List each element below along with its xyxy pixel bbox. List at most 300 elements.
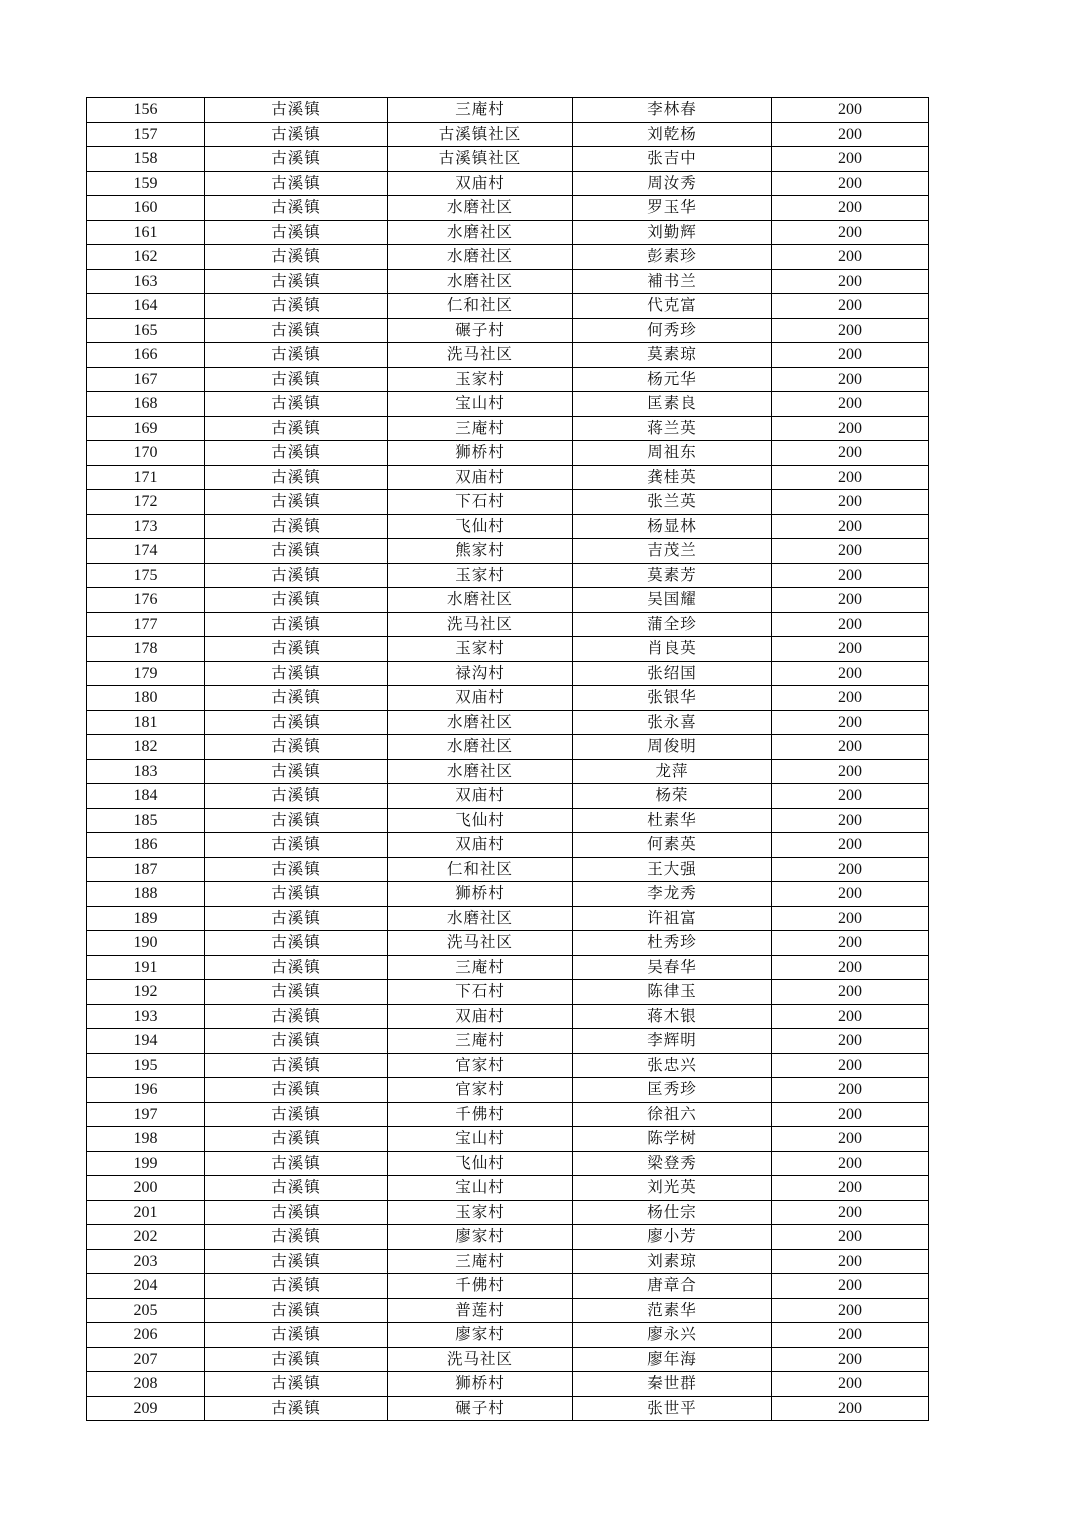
recipient-name-cell: 周俊明 bbox=[573, 735, 772, 760]
town-cell: 古溪镇 bbox=[205, 392, 388, 417]
town-cell: 古溪镇 bbox=[205, 1053, 388, 1078]
town-cell: 古溪镇 bbox=[205, 735, 388, 760]
town-cell: 古溪镇 bbox=[205, 1102, 388, 1127]
amount-cell: 200 bbox=[772, 1004, 929, 1029]
row-number-cell: 161 bbox=[87, 220, 205, 245]
town-cell: 古溪镇 bbox=[205, 441, 388, 466]
recipient-name-cell: 刘光英 bbox=[573, 1176, 772, 1201]
table-row bbox=[87, 710, 929, 735]
town-cell: 古溪镇 bbox=[205, 416, 388, 441]
town-cell: 古溪镇 bbox=[205, 857, 388, 882]
table-row bbox=[87, 1396, 929, 1421]
village-cell: 狮桥村 bbox=[388, 1372, 573, 1397]
row-number-cell: 176 bbox=[87, 588, 205, 613]
amount-cell: 200 bbox=[772, 1078, 929, 1103]
row-number-cell: 209 bbox=[87, 1396, 205, 1421]
town-cell: 古溪镇 bbox=[205, 808, 388, 833]
village-cell: 双庙村 bbox=[388, 686, 573, 711]
recipient-name-cell: 吴国耀 bbox=[573, 588, 772, 613]
recipient-name-cell: 杜秀珍 bbox=[573, 931, 772, 956]
recipient-name-cell: 杨元华 bbox=[573, 367, 772, 392]
recipient-name-cell: 廖年海 bbox=[573, 1347, 772, 1372]
village-cell: 双庙村 bbox=[388, 171, 573, 196]
row-number-cell: 159 bbox=[87, 171, 205, 196]
village-cell: 碾子村 bbox=[388, 318, 573, 343]
town-cell: 古溪镇 bbox=[205, 833, 388, 858]
row-number-cell: 191 bbox=[87, 955, 205, 980]
town-cell: 古溪镇 bbox=[205, 980, 388, 1005]
row-number-cell: 199 bbox=[87, 1151, 205, 1176]
row-number-cell: 167 bbox=[87, 367, 205, 392]
row-number-cell: 197 bbox=[87, 1102, 205, 1127]
recipient-name-cell: 廖永兴 bbox=[573, 1323, 772, 1348]
table-row bbox=[87, 1127, 929, 1152]
amount-cell: 200 bbox=[772, 441, 929, 466]
recipient-name-cell: 彭素珍 bbox=[573, 245, 772, 270]
town-cell: 古溪镇 bbox=[205, 1127, 388, 1152]
recipient-name-cell: 廖小芳 bbox=[573, 1225, 772, 1250]
recipient-name-cell: 张世平 bbox=[573, 1396, 772, 1421]
town-cell: 古溪镇 bbox=[205, 1004, 388, 1029]
recipient-name-cell: 周祖东 bbox=[573, 441, 772, 466]
town-cell: 古溪镇 bbox=[205, 147, 388, 172]
recipient-name-cell: 唐章合 bbox=[573, 1274, 772, 1299]
amount-cell: 200 bbox=[772, 808, 929, 833]
table-row bbox=[87, 245, 929, 270]
row-number-cell: 183 bbox=[87, 759, 205, 784]
recipient-name-cell: 龚桂英 bbox=[573, 465, 772, 490]
town-cell: 古溪镇 bbox=[205, 245, 388, 270]
row-number-cell: 162 bbox=[87, 245, 205, 270]
village-cell: 古溪镇社区 bbox=[388, 147, 573, 172]
row-number-cell: 188 bbox=[87, 882, 205, 907]
recipient-name-cell: 杜素华 bbox=[573, 808, 772, 833]
town-cell: 古溪镇 bbox=[205, 1249, 388, 1274]
row-number-cell: 192 bbox=[87, 980, 205, 1005]
table-row bbox=[87, 171, 929, 196]
amount-cell: 200 bbox=[772, 1274, 929, 1299]
recipient-name-cell: 匡秀珍 bbox=[573, 1078, 772, 1103]
amount-cell: 200 bbox=[772, 710, 929, 735]
table-row bbox=[87, 955, 929, 980]
village-cell: 水磨社区 bbox=[388, 220, 573, 245]
recipient-name-cell: 陈律玉 bbox=[573, 980, 772, 1005]
town-cell: 古溪镇 bbox=[205, 98, 388, 123]
table-row bbox=[87, 392, 929, 417]
amount-cell: 200 bbox=[772, 196, 929, 221]
amount-cell: 200 bbox=[772, 318, 929, 343]
table-row bbox=[87, 882, 929, 907]
amount-cell: 200 bbox=[772, 367, 929, 392]
village-cell: 双庙村 bbox=[388, 833, 573, 858]
row-number-cell: 196 bbox=[87, 1078, 205, 1103]
town-cell: 古溪镇 bbox=[205, 220, 388, 245]
table-row bbox=[87, 588, 929, 613]
row-number-cell: 179 bbox=[87, 661, 205, 686]
amount-cell: 200 bbox=[772, 392, 929, 417]
table-row bbox=[87, 1323, 929, 1348]
row-number-cell: 205 bbox=[87, 1298, 205, 1323]
recipient-name-cell: 刘素琼 bbox=[573, 1249, 772, 1274]
amount-cell: 200 bbox=[772, 245, 929, 270]
village-cell: 三庵村 bbox=[388, 1249, 573, 1274]
row-number-cell: 204 bbox=[87, 1274, 205, 1299]
table-row bbox=[87, 833, 929, 858]
table-row bbox=[87, 1029, 929, 1054]
village-cell: 水磨社区 bbox=[388, 196, 573, 221]
row-number-cell: 160 bbox=[87, 196, 205, 221]
recipient-name-cell: 何素英 bbox=[573, 833, 772, 858]
town-cell: 古溪镇 bbox=[205, 1029, 388, 1054]
amount-cell: 200 bbox=[772, 857, 929, 882]
town-cell: 古溪镇 bbox=[205, 588, 388, 613]
village-cell: 玉家村 bbox=[388, 367, 573, 392]
recipient-name-cell: 李辉明 bbox=[573, 1029, 772, 1054]
village-cell: 洗马社区 bbox=[388, 1347, 573, 1372]
amount-cell: 200 bbox=[772, 147, 929, 172]
village-cell: 普莲村 bbox=[388, 1298, 573, 1323]
table-row bbox=[87, 147, 929, 172]
table-body bbox=[87, 98, 929, 1421]
row-number-cell: 169 bbox=[87, 416, 205, 441]
table-row bbox=[87, 269, 929, 294]
row-number-cell: 195 bbox=[87, 1053, 205, 1078]
amount-cell: 200 bbox=[772, 661, 929, 686]
table-row bbox=[87, 1176, 929, 1201]
table-row bbox=[87, 1151, 929, 1176]
amount-cell: 200 bbox=[772, 1323, 929, 1348]
row-number-cell: 168 bbox=[87, 392, 205, 417]
recipient-name-cell: 蒲全珍 bbox=[573, 612, 772, 637]
table-row bbox=[87, 759, 929, 784]
table-row bbox=[87, 612, 929, 637]
amount-cell: 200 bbox=[772, 1298, 929, 1323]
table-row bbox=[87, 808, 929, 833]
amount-cell: 200 bbox=[772, 784, 929, 809]
village-cell: 飞仙村 bbox=[388, 808, 573, 833]
town-cell: 古溪镇 bbox=[205, 367, 388, 392]
table-row bbox=[87, 539, 929, 564]
amount-cell: 200 bbox=[772, 1396, 929, 1421]
recipient-name-cell: 杨显林 bbox=[573, 514, 772, 539]
village-cell: 三庵村 bbox=[388, 416, 573, 441]
amount-cell: 200 bbox=[772, 220, 929, 245]
amount-cell: 200 bbox=[772, 955, 929, 980]
village-cell: 千佛村 bbox=[388, 1102, 573, 1127]
row-number-cell: 171 bbox=[87, 465, 205, 490]
village-cell: 下石村 bbox=[388, 490, 573, 515]
recipient-name-cell: 王大强 bbox=[573, 857, 772, 882]
village-cell: 三庵村 bbox=[388, 955, 573, 980]
village-cell: 飞仙村 bbox=[388, 1151, 573, 1176]
town-cell: 古溪镇 bbox=[205, 931, 388, 956]
table-row bbox=[87, 686, 929, 711]
table-row bbox=[87, 931, 929, 956]
amount-cell: 200 bbox=[772, 563, 929, 588]
table-row bbox=[87, 637, 929, 662]
row-number-cell: 181 bbox=[87, 710, 205, 735]
amount-cell: 200 bbox=[772, 1372, 929, 1397]
table-row bbox=[87, 343, 929, 368]
town-cell: 古溪镇 bbox=[205, 563, 388, 588]
town-cell: 古溪镇 bbox=[205, 1078, 388, 1103]
row-number-cell: 170 bbox=[87, 441, 205, 466]
row-number-cell: 172 bbox=[87, 490, 205, 515]
table-row bbox=[87, 465, 929, 490]
row-number-cell: 202 bbox=[87, 1225, 205, 1250]
row-number-cell: 189 bbox=[87, 906, 205, 931]
row-number-cell: 194 bbox=[87, 1029, 205, 1054]
table-row bbox=[87, 122, 929, 147]
recipient-name-cell: 范素华 bbox=[573, 1298, 772, 1323]
village-cell: 廖家村 bbox=[388, 1225, 573, 1250]
town-cell: 古溪镇 bbox=[205, 759, 388, 784]
recipient-name-cell: 张兰英 bbox=[573, 490, 772, 515]
table-row bbox=[87, 1004, 929, 1029]
table-row bbox=[87, 294, 929, 319]
row-number-cell: 165 bbox=[87, 318, 205, 343]
recipient-name-cell: 张吉中 bbox=[573, 147, 772, 172]
row-number-cell: 175 bbox=[87, 563, 205, 588]
town-cell: 古溪镇 bbox=[205, 1372, 388, 1397]
recipient-name-cell: 匡素良 bbox=[573, 392, 772, 417]
town-cell: 古溪镇 bbox=[205, 514, 388, 539]
table-row bbox=[87, 980, 929, 1005]
village-cell: 水磨社区 bbox=[388, 710, 573, 735]
recipient-name-cell: 杨荣 bbox=[573, 784, 772, 809]
amount-cell: 200 bbox=[772, 686, 929, 711]
amount-cell: 200 bbox=[772, 465, 929, 490]
row-number-cell: 164 bbox=[87, 294, 205, 319]
row-number-cell: 184 bbox=[87, 784, 205, 809]
amount-cell: 200 bbox=[772, 1053, 929, 1078]
town-cell: 古溪镇 bbox=[205, 710, 388, 735]
row-number-cell: 193 bbox=[87, 1004, 205, 1029]
recipient-name-cell: 龙萍 bbox=[573, 759, 772, 784]
table-row bbox=[87, 1347, 929, 1372]
town-cell: 古溪镇 bbox=[205, 269, 388, 294]
row-number-cell: 163 bbox=[87, 269, 205, 294]
amount-cell: 200 bbox=[772, 269, 929, 294]
amount-cell: 200 bbox=[772, 906, 929, 931]
table-row bbox=[87, 98, 929, 123]
table-row bbox=[87, 367, 929, 392]
row-number-cell: 201 bbox=[87, 1200, 205, 1225]
row-number-cell: 200 bbox=[87, 1176, 205, 1201]
village-cell: 玉家村 bbox=[388, 1200, 573, 1225]
village-cell: 水磨社区 bbox=[388, 588, 573, 613]
recipient-name-cell: 梁登秀 bbox=[573, 1151, 772, 1176]
village-cell: 熊家村 bbox=[388, 539, 573, 564]
village-cell: 仁和社区 bbox=[388, 857, 573, 882]
town-cell: 古溪镇 bbox=[205, 294, 388, 319]
table-row bbox=[87, 661, 929, 686]
amount-cell: 200 bbox=[772, 122, 929, 147]
amount-cell: 200 bbox=[772, 1029, 929, 1054]
village-cell: 双庙村 bbox=[388, 784, 573, 809]
town-cell: 古溪镇 bbox=[205, 196, 388, 221]
village-cell: 飞仙村 bbox=[388, 514, 573, 539]
village-cell: 双庙村 bbox=[388, 1004, 573, 1029]
village-cell: 宝山村 bbox=[388, 1176, 573, 1201]
amount-cell: 200 bbox=[772, 1225, 929, 1250]
amount-cell: 200 bbox=[772, 1127, 929, 1152]
table-row bbox=[87, 514, 929, 539]
recipient-name-cell: 莫素琼 bbox=[573, 343, 772, 368]
row-number-cell: 198 bbox=[87, 1127, 205, 1152]
amount-cell: 200 bbox=[772, 612, 929, 637]
row-number-cell: 203 bbox=[87, 1249, 205, 1274]
village-cell: 宝山村 bbox=[388, 1127, 573, 1152]
recipient-name-cell: 代克富 bbox=[573, 294, 772, 319]
amount-cell: 200 bbox=[772, 1176, 929, 1201]
village-cell: 碾子村 bbox=[388, 1396, 573, 1421]
town-cell: 古溪镇 bbox=[205, 122, 388, 147]
amount-cell: 200 bbox=[772, 588, 929, 613]
amount-cell: 200 bbox=[772, 931, 929, 956]
amount-cell: 200 bbox=[772, 759, 929, 784]
table-row bbox=[87, 906, 929, 931]
table-row bbox=[87, 441, 929, 466]
town-cell: 古溪镇 bbox=[205, 784, 388, 809]
village-cell: 官家村 bbox=[388, 1078, 573, 1103]
amount-cell: 200 bbox=[772, 637, 929, 662]
village-cell: 三庵村 bbox=[388, 98, 573, 123]
table-row bbox=[87, 318, 929, 343]
row-number-cell: 173 bbox=[87, 514, 205, 539]
town-cell: 古溪镇 bbox=[205, 661, 388, 686]
amount-cell: 200 bbox=[772, 294, 929, 319]
town-cell: 古溪镇 bbox=[205, 539, 388, 564]
row-number-cell: 157 bbox=[87, 122, 205, 147]
row-number-cell: 186 bbox=[87, 833, 205, 858]
village-cell: 廖家村 bbox=[388, 1323, 573, 1348]
recipient-name-cell: 周汝秀 bbox=[573, 171, 772, 196]
village-cell: 洗马社区 bbox=[388, 612, 573, 637]
amount-cell: 200 bbox=[772, 1347, 929, 1372]
village-cell: 玉家村 bbox=[388, 563, 573, 588]
amount-cell: 200 bbox=[772, 980, 929, 1005]
row-number-cell: 178 bbox=[87, 637, 205, 662]
amount-cell: 200 bbox=[772, 833, 929, 858]
town-cell: 古溪镇 bbox=[205, 1347, 388, 1372]
village-cell: 仁和社区 bbox=[388, 294, 573, 319]
recipient-name-cell: 张忠兴 bbox=[573, 1053, 772, 1078]
row-number-cell: 180 bbox=[87, 686, 205, 711]
table-row bbox=[87, 784, 929, 809]
recipient-name-cell: 陈学树 bbox=[573, 1127, 772, 1152]
table-row bbox=[87, 1372, 929, 1397]
table-row bbox=[87, 220, 929, 245]
recipient-name-cell: 李龙秀 bbox=[573, 882, 772, 907]
row-number-cell: 208 bbox=[87, 1372, 205, 1397]
table-row bbox=[87, 735, 929, 760]
village-cell: 三庵村 bbox=[388, 1029, 573, 1054]
amount-cell: 200 bbox=[772, 1102, 929, 1127]
village-cell: 水磨社区 bbox=[388, 269, 573, 294]
village-cell: 官家村 bbox=[388, 1053, 573, 1078]
amount-cell: 200 bbox=[772, 882, 929, 907]
recipient-name-cell: 吉茂兰 bbox=[573, 539, 772, 564]
table-row bbox=[87, 1298, 929, 1323]
subsidy-list-table bbox=[86, 97, 929, 1421]
recipient-name-cell: 杨仕宗 bbox=[573, 1200, 772, 1225]
table-row bbox=[87, 1102, 929, 1127]
recipient-name-cell: 秦世群 bbox=[573, 1372, 772, 1397]
town-cell: 古溪镇 bbox=[205, 171, 388, 196]
row-number-cell: 174 bbox=[87, 539, 205, 564]
recipient-name-cell: 罗玉华 bbox=[573, 196, 772, 221]
village-cell: 水磨社区 bbox=[388, 245, 573, 270]
town-cell: 古溪镇 bbox=[205, 612, 388, 637]
recipient-name-cell: 肖良英 bbox=[573, 637, 772, 662]
town-cell: 古溪镇 bbox=[205, 318, 388, 343]
amount-cell: 200 bbox=[772, 490, 929, 515]
table-row bbox=[87, 490, 929, 515]
town-cell: 古溪镇 bbox=[205, 1298, 388, 1323]
recipient-name-cell: 张永喜 bbox=[573, 710, 772, 735]
recipient-name-cell: 张绍国 bbox=[573, 661, 772, 686]
town-cell: 古溪镇 bbox=[205, 1323, 388, 1348]
recipient-name-cell: 何秀珍 bbox=[573, 318, 772, 343]
row-number-cell: 158 bbox=[87, 147, 205, 172]
table-row bbox=[87, 857, 929, 882]
village-cell: 双庙村 bbox=[388, 465, 573, 490]
town-cell: 古溪镇 bbox=[205, 637, 388, 662]
row-number-cell: 182 bbox=[87, 735, 205, 760]
table-row bbox=[87, 196, 929, 221]
town-cell: 古溪镇 bbox=[205, 1200, 388, 1225]
village-cell: 玉家村 bbox=[388, 637, 573, 662]
amount-cell: 200 bbox=[772, 1249, 929, 1274]
recipient-name-cell: 张银华 bbox=[573, 686, 772, 711]
amount-cell: 200 bbox=[772, 1151, 929, 1176]
recipient-name-cell: 蒋兰英 bbox=[573, 416, 772, 441]
row-number-cell: 166 bbox=[87, 343, 205, 368]
amount-cell: 200 bbox=[772, 539, 929, 564]
town-cell: 古溪镇 bbox=[205, 343, 388, 368]
recipient-name-cell: 徐祖六 bbox=[573, 1102, 772, 1127]
village-cell: 水磨社区 bbox=[388, 906, 573, 931]
village-cell: 洗马社区 bbox=[388, 931, 573, 956]
recipient-name-cell: 補书兰 bbox=[573, 269, 772, 294]
town-cell: 古溪镇 bbox=[205, 906, 388, 931]
village-cell: 狮桥村 bbox=[388, 441, 573, 466]
recipient-name-cell: 莫素芳 bbox=[573, 563, 772, 588]
amount-cell: 200 bbox=[772, 98, 929, 123]
row-number-cell: 207 bbox=[87, 1347, 205, 1372]
recipient-name-cell: 刘乾杨 bbox=[573, 122, 772, 147]
town-cell: 古溪镇 bbox=[205, 490, 388, 515]
row-number-cell: 190 bbox=[87, 931, 205, 956]
amount-cell: 200 bbox=[772, 514, 929, 539]
recipient-name-cell: 蒋木银 bbox=[573, 1004, 772, 1029]
table-row bbox=[87, 1053, 929, 1078]
town-cell: 古溪镇 bbox=[205, 1176, 388, 1201]
recipient-name-cell: 吴春华 bbox=[573, 955, 772, 980]
town-cell: 古溪镇 bbox=[205, 882, 388, 907]
town-cell: 古溪镇 bbox=[205, 955, 388, 980]
row-number-cell: 177 bbox=[87, 612, 205, 637]
row-number-cell: 156 bbox=[87, 98, 205, 123]
village-cell: 洗马社区 bbox=[388, 343, 573, 368]
village-cell: 千佛村 bbox=[388, 1274, 573, 1299]
amount-cell: 200 bbox=[772, 171, 929, 196]
row-number-cell: 187 bbox=[87, 857, 205, 882]
amount-cell: 200 bbox=[772, 735, 929, 760]
village-cell: 宝山村 bbox=[388, 392, 573, 417]
town-cell: 古溪镇 bbox=[205, 1225, 388, 1250]
